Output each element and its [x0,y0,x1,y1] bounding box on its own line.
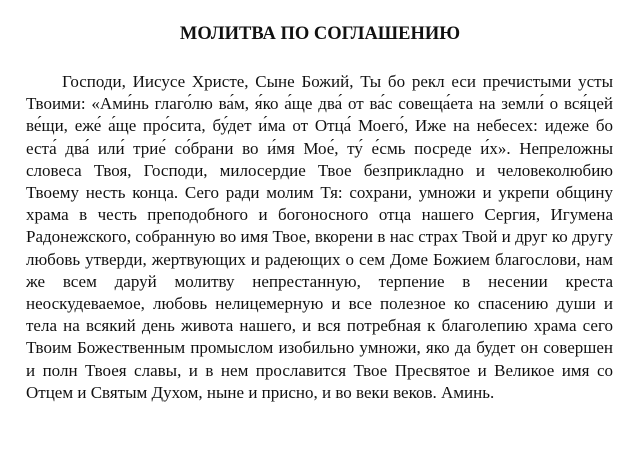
document-title: МОЛИТВА ПО СОГЛАШЕНИЮ [179,24,461,44]
prayer-text: Господи, Иисусе Христе, Сыне Божий, Ты бо рекл еси пречистыми усты Твоими: «Ами́нь глаго́лю ва́м, я́ко а́ще два́ от ва́с совеща́ета на земли́ о вся́цей ве́щи, еже́ а́ще про́сита, бу́дет и́ма от Отца́ Моего́, Иже на небесех: идеже бо еста́ два́ или́ трие́ со́брани во и́мя Мое́, ту́ е́смь посреде и́х». Непреложны словеса Твоя, Господи, милосердие Твое безприкладно и человеколюбию Твоему несть конца. Сего ради молим Тя: сохрани, умножи и укрепи общину храма в честь преподобного и богоносного отца нашего Сергия, Игумена Радонежского, собранную во имя Твое, вкорени в нас страх Твой и друг ко другу любовь утверди, жертвующих и радеющих о сем Доме Божием благослови, нам же всем даруй молитву непрестанную, терпение в несении креста неоскудеваемое, любовь нелицемерную и все полезное ко спасению души и тела на всякий день живота нашего, и вся потребная к благолепию храма сего Твоим Божественным промыслом изобильно умножи, яко да будет он совершен и полн Твоея славы, и в нем прославится Твое Пресвятое и Великое имя со Отцем и Святым Духом, ныне и присно, и во веки веков. Аминь. [26,72,613,402]
